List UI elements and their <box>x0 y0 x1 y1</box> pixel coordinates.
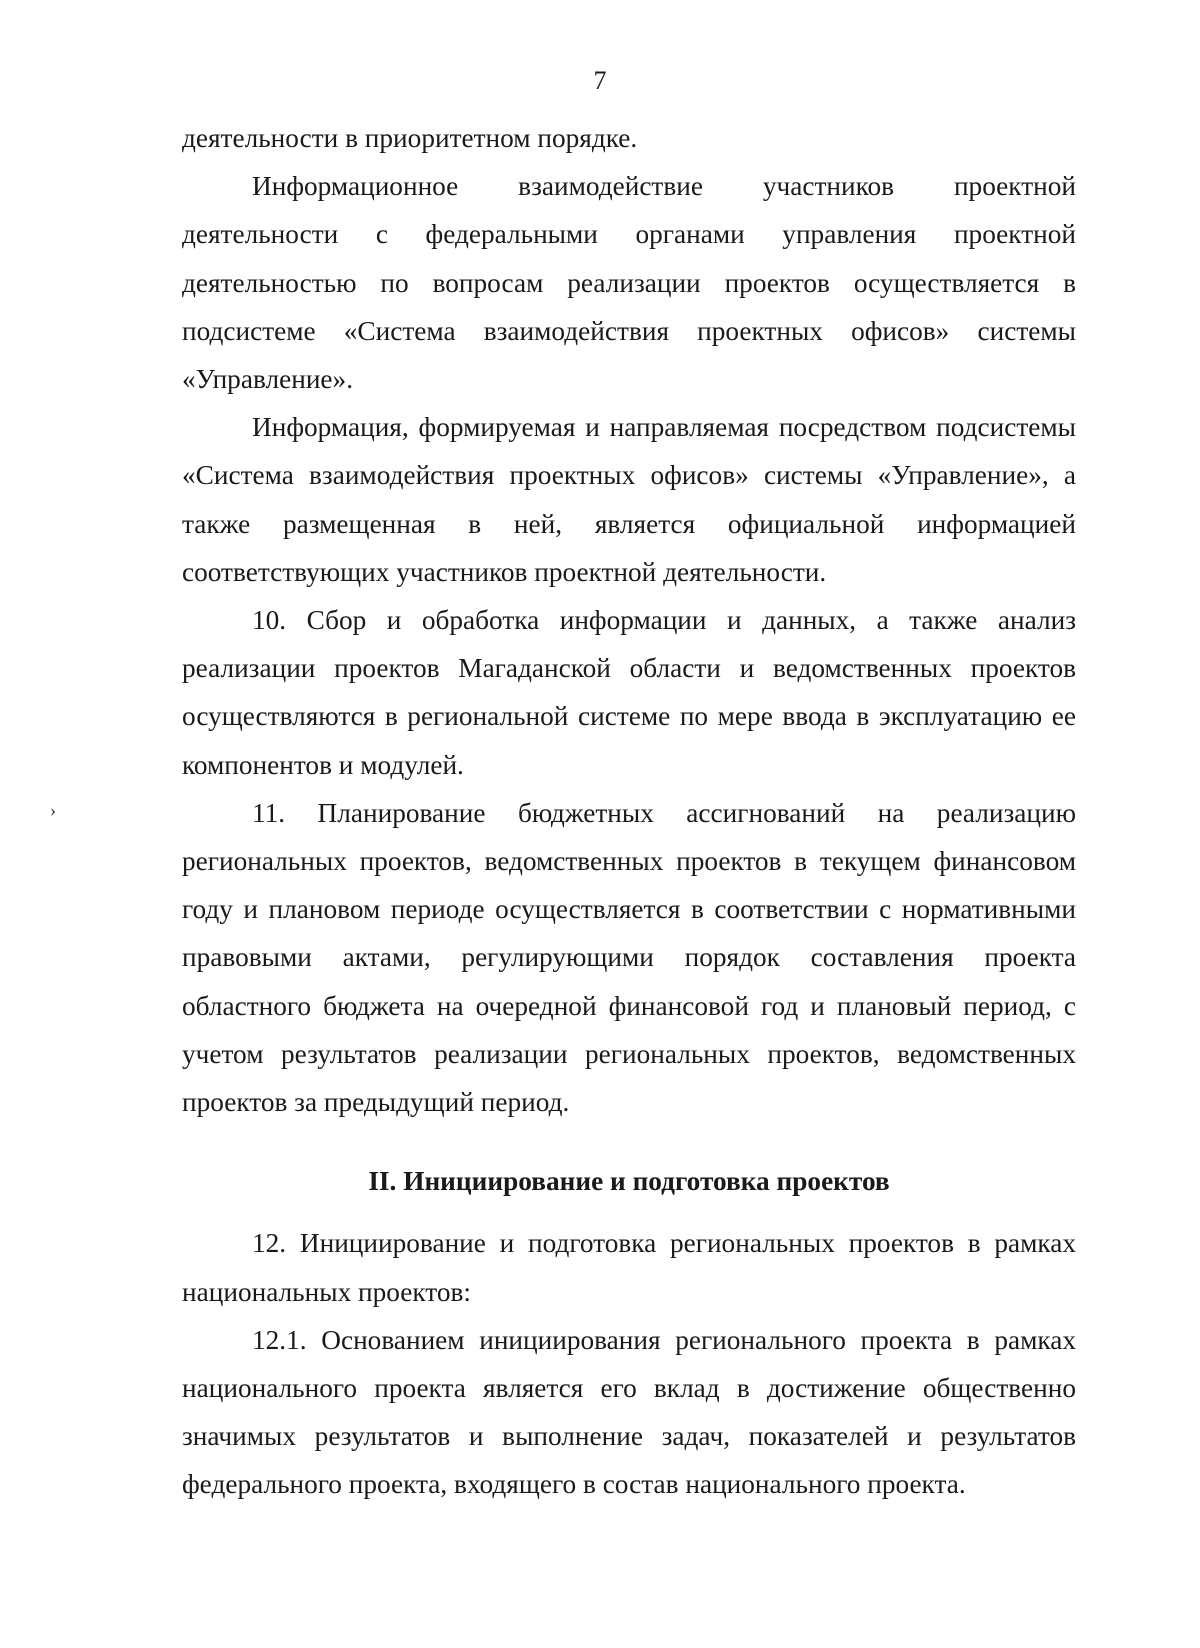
paragraph-item-10: 10. Сбор и обработка информации и данных, а также анализ реализации проектов Магаданской области и ведомственных проектов осуществляются в региональной системе по мере ввода в эксплуатацию ее компонентов и модулей. <box>182 605 1076 780</box>
paragraph-continuation: деятельности в приоритетном порядке. <box>182 123 638 153</box>
section-heading: II. Инициирование и подготовка проектов <box>368 1166 890 1197</box>
paragraph-official-information: Информация, формируемая и направляемая посредством подсистемы «Система взаимодействия проектных офисов» системы «Управление», а также размещенная в ней, является официальной информацией соответствующих участников проектной деятельности. <box>182 412 1076 587</box>
margin-mark: › <box>50 800 56 820</box>
paragraph-item-12-1: 12.1. Основанием инициирования регионального проекта в рамках национального проекта является его вклад в достижение общественно значимых результатов и выполнение задач, показателей и результатов федерального проекта, входящего в состав национального проекта. <box>182 1324 1076 1500</box>
document-body <box>182 114 1076 1509</box>
page-number: 7 <box>593 66 607 95</box>
paragraph-item-11: 11. Планирование бюджетных ассигнований на реализацию региональных проектов, ведомственных проектов в текущем финансовом году и плановом периоде осуществляется в соответствии с нормативными правовыми актами, регулирующими порядок составления проекта областного бюджета на очередной финансовой год и плановый период, с учетом результатов реализации региональных проектов, ведомственных проектов за предыдущий период. <box>182 797 1076 1118</box>
paragraph-item-12: 12. Инициирование и подготовка региональных проектов в рамках национальных проектов: <box>182 1228 1076 1307</box>
paragraph-information-interaction: Информационное взаимодействие участников проектной деятельности с федеральными органами управления проектной деятельностью по вопросам реализации проектов осуществляется в подсистеме «Система взаимодействия проектных офисов» системы «Управление». <box>182 171 1076 395</box>
